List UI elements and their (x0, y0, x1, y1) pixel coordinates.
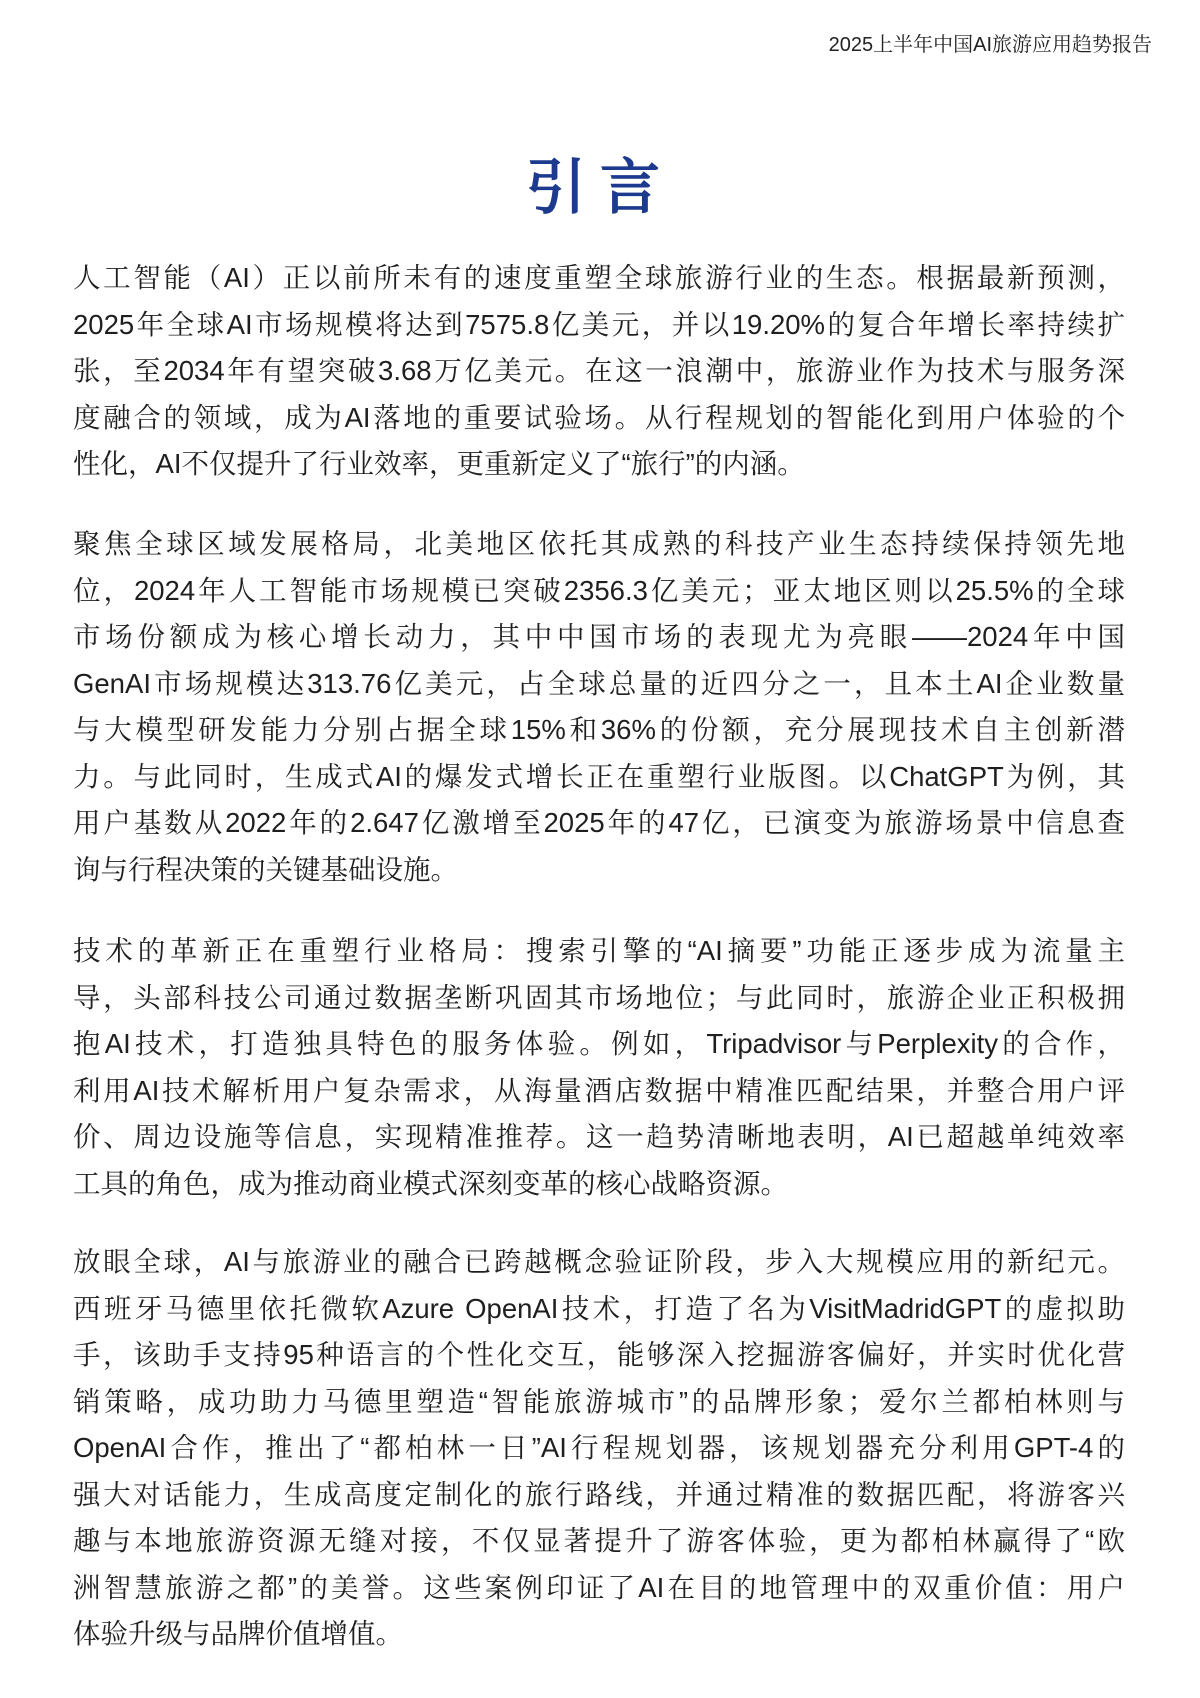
paragraph-line: 位，2024年人工智能市场规模已突破2356.3亿美元；亚太地区则以25.5%的全球 (73, 574, 1125, 606)
paragraph-line: 与大模型研发能力分别占据全球15%和36%的份额，充分展现技术自主创新潜 (73, 714, 1125, 745)
paragraph-line: 人工智能（AI）正以前所未有的速度重塑全球旅游行业的生态。根据最新预测， (73, 262, 1125, 293)
paragraph-line: 体验升级与品牌价值增值。 (73, 1618, 403, 1649)
paragraph-line: OpenAI合作，推出了“都柏林一日”AI行程规划器，该规划器充分利用GPT-4的 (73, 1432, 1125, 1463)
report-header-title: 2025上半年中国AI旅游应用趋势报告 (828, 34, 1152, 56)
paragraph-line: 放眼全球，AI与旅游业的融合已跨越概念验证阶段，步入大规模应用的新纪元。 (73, 1246, 1125, 1277)
paragraph-line: 力。与此同时，生成式AI的爆发式增长正在重塑行业版图。以ChatGPT为例，其 (73, 760, 1125, 792)
paragraph-regional (73, 521, 1125, 893)
paragraph-line: 聚焦全球区域发展格局，北美地区依托其成熟的科技产业生态持续保持领先地 (73, 528, 1125, 559)
paragraph-line: 抱AI技术，打造独具特色的服务体验。例如，Tripadvisor与Perplexity的合作， (73, 1028, 1125, 1059)
page-title: 引言 (526, 154, 674, 221)
paragraph-intro (73, 255, 1125, 488)
paragraph-line: 用户基数从2022年的2.647亿激增至2025年的47亿，已演变为旅游场景中信息查 (73, 807, 1125, 838)
paragraph-line: 技术的革新正在重塑行业格局：搜索引擎的“AI摘要”功能正逐步成为流量主 (73, 935, 1125, 966)
paragraph-line: 市场份额成为核心增长动力，其中中国市场的表现尤为亮眼——2024年中国 (73, 621, 1125, 652)
paragraph-line: 强大对话能力，生成高度定制化的旅行路线，并通过精准的数据匹配，将游客兴 (73, 1478, 1125, 1510)
paragraph-line: 西班牙马德里依托微软Azure OpenAI技术，打造了名为VisitMadridGPT的虚拟助 (73, 1292, 1125, 1324)
paragraph-line: 度融合的领域，成为AI落地的重要试验场。从行程规划的智能化到用户体验的个 (73, 401, 1125, 433)
paragraph-line: 趣与本地旅游资源无缝对接，不仅显著提升了游客体验，更为都柏林赢得了“欧 (73, 1525, 1125, 1556)
paragraph-line: 导，头部科技公司通过数据垄断巩固其市场地位；与此同时，旅游企业正积极拥 (73, 981, 1125, 1013)
paragraph-line: 性化，AI不仅提升了行业效率，更重新定义了“旅行”的内涵。 (73, 448, 805, 479)
paragraph-line: 询与行程决策的关键基础设施。 (73, 853, 458, 885)
paragraph-line: 价、周边设施等信息，实现精准推荐。这一趋势清晰地表明，AI已超越单纯效率 (73, 1121, 1125, 1152)
paragraph-line: 洲智慧旅游之都”的美誉。这些案例印证了AI在目的地管理中的双重价值：用户 (73, 1571, 1125, 1603)
paragraph-line: 手，该助手支持95种语言的个性化交互，能够深入挖掘游客偏好，并实时优化营 (73, 1339, 1125, 1370)
paragraph-line: 销策略，成功助力马德里塑造“智能旅游城市”的品牌形象；爱尔兰都柏林则与 (73, 1385, 1125, 1417)
paragraph-technology (73, 928, 1125, 1207)
paragraph-line: 张，至2034年有望突破3.68万亿美元。在这一浪潮中，旅游业作为技术与服务深 (73, 355, 1125, 386)
paragraph-line: 利用AI技术解析用户复杂需求，从海量酒店数据中精准匹配结果，并整合用户评 (73, 1074, 1125, 1106)
paragraph-line: 2025年全球AI市场规模将达到7575.8亿美元，并以19.20%的复合年增长率持续扩 (73, 308, 1125, 340)
paragraph-global-cases (73, 1239, 1125, 1658)
paragraph-line: 工具的角色，成为推动商业模式深刻变革的核心战略资源。 (73, 1167, 788, 1199)
paragraph-line: GenAI市场规模达313.76亿美元，占全球总量的近四分之一，且本土AI企业数量 (73, 667, 1125, 699)
